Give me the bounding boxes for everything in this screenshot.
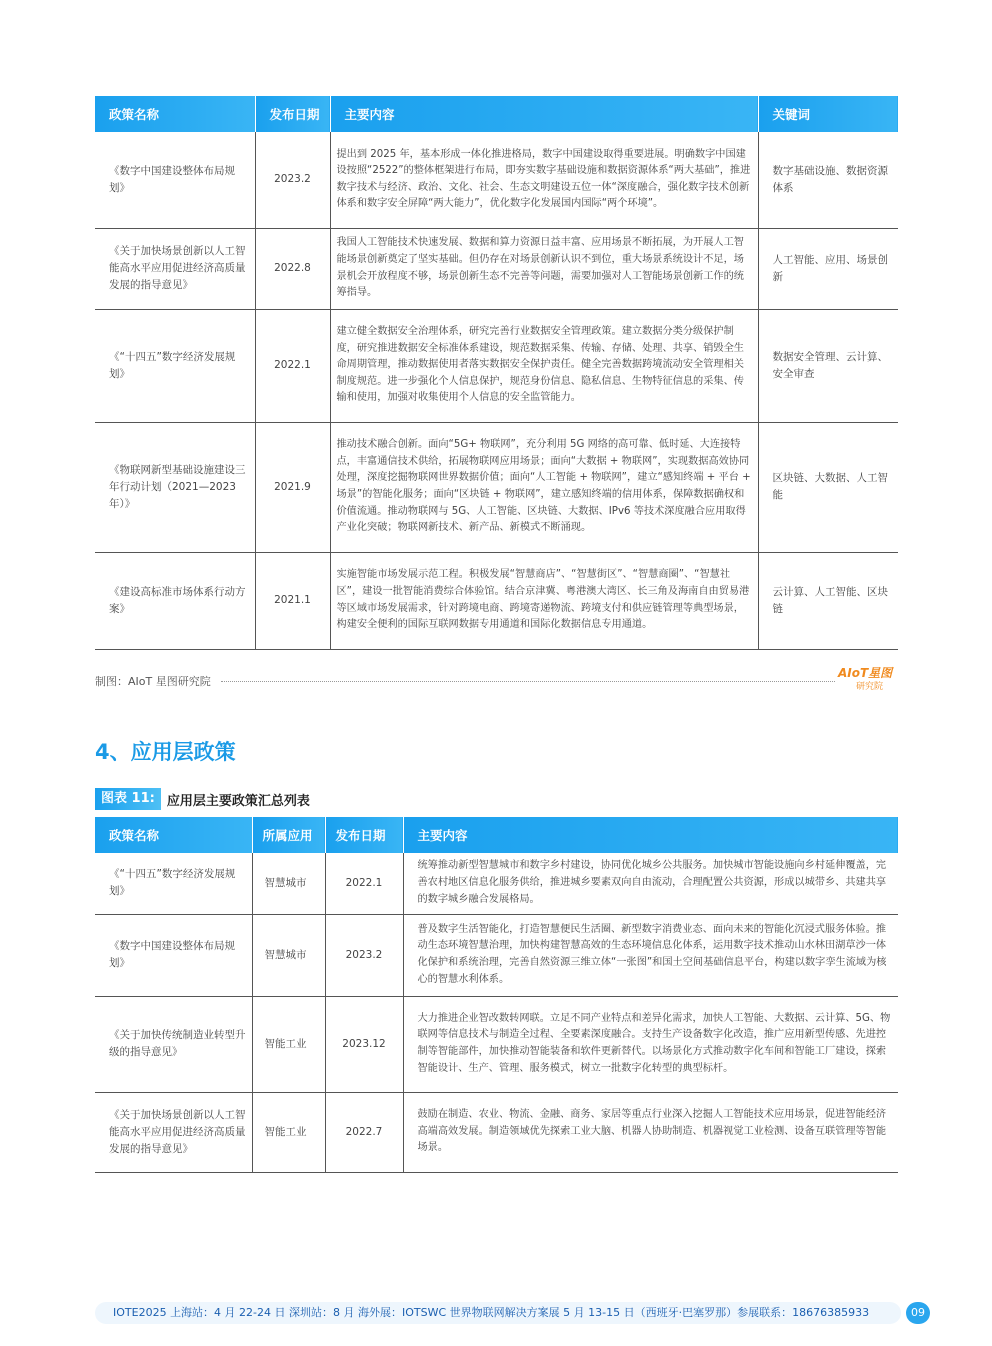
col-header-keywords: 关键词 (758, 96, 898, 132)
policy-name: 《“十四五”数字经济发展规划》 (95, 853, 252, 914)
policy-name: 《建设高标准市场体系行动方案》 (95, 552, 255, 649)
keywords: 数据安全管理、云计算、安全审查 (758, 309, 898, 422)
table-row (95, 1092, 898, 1172)
table-row (95, 309, 898, 422)
table-row (95, 228, 898, 309)
policy-name: 《关于加快场景创新以人工智能高水平应用促进经济高质量发展的指导意见》 (95, 1092, 252, 1172)
main-content: 大力推进企业智改数转网联。立足不同产业特点和差异化需求，加快人工智能、大数据、云计算、5G、物联网等信息技术与制造全过程、全要素深度融合。支持生产设备数字化改造，推广应用新型传感、先进控制等智能部件，加快推动智能装备和软件更新替代。以场景化方式推动数字化车间和智能工厂建设，探索智能设计、生产、管理、服务模式，树立一批数字化转型的典型标杆。 (403, 996, 898, 1092)
publish-date: 2023.12 (325, 996, 403, 1092)
publish-date: 2022.7 (325, 1092, 403, 1172)
table-header-row (95, 96, 898, 132)
col-header-name: 政策名称 (95, 817, 252, 853)
main-content: 建立健全数据安全治理体系，研究完善行业数据安全管理政策。建立数据分类分级保护制度，研究推进数据安全标准体系建设，规范数据采集、传输、存储、处理、共享、销毁全生命周期管理，推动数据使用者落实数据安全保护责任。健全完善数据跨境流动安全管理相关制度规范。进一步强化个人信息保护，规范身份信息、隐私信息、生物特征信息的采集、传输和使用，加强对收集使用个人信息的安全监管能力。 (330, 309, 758, 422)
col-header-app: 所属应用 (252, 817, 325, 853)
keywords: 云计算、人工智能、区块链 (758, 552, 898, 649)
main-content: 实施智能市场发展示范工程。积极发展“智慧商店”、“智慧街区”、“智慧商圈”、“智慧社区”，建设一批智能消费综合体验馆。结合京津冀、粤港澳大湾区、长三角及海南自由贸易港等区域市场发展需求，针对跨境电商、跨境寄递物流、跨境支付和供应链管理等典型场景，构建安全便利的国际互联网数据专用通道和国际化数据信息专用通道。 (330, 552, 758, 649)
policy-name: 《物联网新型基础设施建设三年行动计划（2021—2023 年）》 (95, 422, 255, 552)
table-row (95, 132, 898, 228)
main-content: 我国人工智能技术快速发展、数据和算力资源日益丰富、应用场景不断拓展，为开展人工智能场景创新奠定了坚实基础。但仍存在对场景创新认识不到位，重大场景系统设计不足，场景机会开放程度不够，场景创新生态不完善等问题，需要加强对人工智能场景创新工作的统筹指导。 (330, 228, 758, 309)
table-row (95, 853, 898, 914)
logo-main-text: AIoT星图 (838, 666, 893, 680)
policy-name: 《关于加快传统制造业转型升级的指导意见》 (95, 996, 252, 1092)
col-header-name: 政策名称 (95, 96, 255, 132)
col-header-content: 主要内容 (403, 817, 898, 853)
dotted-divider (221, 681, 835, 682)
col-header-content: 主要内容 (330, 96, 758, 132)
main-content: 普及数字生活智能化，打造智慧便民生活圈、新型数字消费业态、面向未来的智能化沉浸式服务体验。推动生态环境智慧治理，加快构建智慧高效的生态环境信息化体系，运用数字技术推动山水林田湖草沙一体化保护和系统治理，完善自然资源三维立体“一张图”和国土空间基础信息平台，构建以数字孪生流域为核心的智慧水利体系。 (403, 914, 898, 996)
application: 智慧城市 (252, 914, 325, 996)
policy-table-1 (95, 96, 898, 650)
policy-name: 《“十四五”数字经济发展规划》 (95, 309, 255, 422)
aiot-logo (838, 664, 898, 694)
policy-table-2 (95, 817, 898, 1173)
table-header-row (95, 817, 898, 853)
keywords: 区块链、大数据、人工智能 (758, 422, 898, 552)
table-row (95, 996, 898, 1092)
policy-name: 《关于加快场景创新以人工智能高水平应用促进经济高质量发展的指导意见》 (95, 228, 255, 309)
main-content: 统筹推动新型智慧城市和数字乡村建设，协同优化城乡公共服务。加快城市智能设施向乡村延伸覆盖，完善农村地区信息化服务供给，推进城乡要素双向自由流动，合理配置公共资源，形成以城带乡、共建共享的数字城乡融合发展格局。 (403, 853, 898, 914)
publish-date: 2021.9 (255, 422, 330, 552)
policy-name: 《数字中国建设整体布局规划》 (95, 132, 255, 228)
main-content: 提出到 2025 年，基本形成一体化推进格局，数字中国建设取得重要进展。明确数字中国建设按照“2522”的整体框架进行布局，即夯实数字基础设施和数据资源体系“两大基础”，推进数字技术与经济、政治、文化、社会、生态文明建设五位一体“深度融合，强化数字技术创新体系和数字安全屏障“两大能力”，优化数字化发展国内国际“两个环境”。 (330, 132, 758, 228)
col-header-date: 发布日期 (325, 817, 403, 853)
credit-text: 制图：AIoT 星图研究院 (95, 675, 211, 688)
policy-name: 《数字中国建设整体布局规划》 (95, 914, 252, 996)
application: 智能工业 (252, 1092, 325, 1172)
table-row (95, 914, 898, 996)
caption-text: 应用层主要政策汇总列表 (166, 793, 310, 809)
publish-date: 2023.2 (325, 914, 403, 996)
publish-date: 2022.1 (255, 309, 330, 422)
publish-date: 2022.1 (325, 853, 403, 914)
figure-caption (95, 788, 310, 810)
keywords: 人工智能、应用、场景创新 (758, 228, 898, 309)
publish-date: 2022.8 (255, 228, 330, 309)
keywords: 数字基础设施、数据资源体系 (758, 132, 898, 228)
main-content: 推动技术融合创新。面向“5G+ 物联网”，充分利用 5G 网络的高可靠、低时延、大连接特点，丰富通信技术供给，拓展物联网应用场景；面向“大数据 + 物联网”，实现数据高效协同处理，深度挖掘物联网世界数据价值；面向“人工智能 + 物联网”，建立“感知终端 + 平台 + 场景”的智能化服务；面向“区块链 + 物联网”，建立感知终端的信用体系，保障数据确权和价值流通。推动物联网与 5G、人工智能、区块链、大数据、IPv6 等技术深度融合应用取得产业化突破；物联网新技术、新产品、新模式不断涌现。 (330, 422, 758, 552)
caption-tag: 图表 11: (95, 788, 161, 810)
publish-date: 2021.1 (255, 552, 330, 649)
footer-banner (95, 1302, 901, 1324)
page-number: 09 (906, 1302, 930, 1324)
table-row (95, 422, 898, 552)
section-title: 4、应用层政策 (95, 740, 236, 764)
chart-credit (95, 672, 835, 690)
application: 智慧城市 (252, 853, 325, 914)
application: 智能工业 (252, 996, 325, 1092)
table-row (95, 552, 898, 649)
footer-text: IOTE2025 上海站：4 月 22-24 日 深圳站：8 月 海外展：IOTSWC 世界物联网解决方案展 5 月 13-15 日（西班牙·巴塞罗那）参展联系：18676385933 (113, 1306, 870, 1319)
col-header-date: 发布日期 (255, 96, 330, 132)
publish-date: 2023.2 (255, 132, 330, 228)
main-content: 鼓励在制造、农业、物流、金融、商务、家居等重点行业深入挖掘人工智能技术应用场景，促进智能经济高端高效发展。制造领域优先探索工业大脑、机器人协助制造、机器视觉工业检测、设备互联管理等智能场景。 (403, 1092, 898, 1172)
logo-sub-text: 研究院 (856, 682, 884, 692)
